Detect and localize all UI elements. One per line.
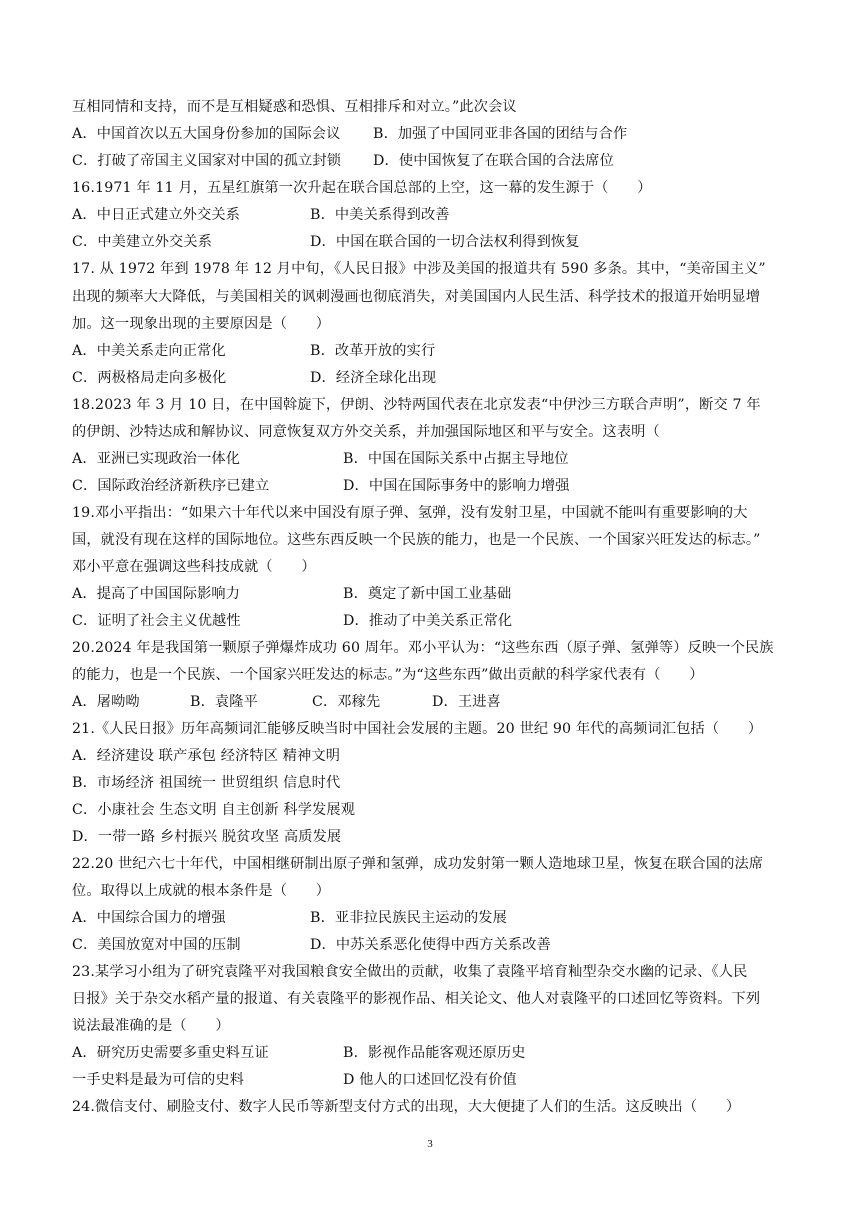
q20-option-d: D．王进喜 [432, 694, 501, 710]
q15-option-a: A．中国首次以五大国身份参加的国际会议 [72, 126, 341, 142]
q21-option-b: B．市场经济 祖国统一 世贸组织 信息时代 [72, 775, 341, 791]
page-number: 3 [427, 1138, 433, 1150]
q17-option-c: C．两极格局走向多极化 [72, 370, 227, 386]
q17-option-d: D．经济全球化出现 [310, 370, 437, 386]
q18-option-a: A．亚洲已实现政治一体化 [72, 451, 241, 467]
q16-option-b: B．中美关系得到改善 [310, 207, 450, 223]
q22-option-d: D．中苏关系恶化使得中西方关系改善 [310, 937, 551, 953]
q18-option-d: D．中国在国际事务中的影响力增强 [343, 478, 570, 494]
q21-option-a: A．经济建设 联产承包 经济特区 精神文明 [72, 748, 341, 764]
q19-option-d: D．推动了中美关系正常化 [343, 613, 513, 629]
q24-stem: 24.微信支付、刷脸支付、数字人民币等新型支付方式的出现，大大便捷了人们的生活。这反映出（ ） [72, 1099, 741, 1115]
q20-option-a: A．屠呦呦 [72, 694, 140, 710]
q17-option-b: B．改革开放的实行 [310, 343, 436, 359]
q15-option-c: C．打破了帝国主义国家对中国的孤立封锁 [72, 153, 342, 169]
q17-stem-1: 17. 从 1972 年到 1978 年 12 月中旬，《人民日报》中涉及美国的报道共有 590 多条。其中，“美帝国主义” [72, 261, 766, 277]
q18-stem-1: 18.2023 年 3 月 10 日，在中国斡旋下，伊朗、沙特两国代表在北京发表“中伊沙三方联合声明”，断交 7 年 [72, 397, 761, 413]
q21-option-c: C．小康社会 生态文明 自主创新 科学发展观 [72, 802, 356, 818]
q23-option-b: B．影视作品能客观还原历史 [343, 1045, 526, 1061]
q19-stem-2: 国，就没有现在这样的国际地位。这些东西反映一个民族的能力，也是一个民族、一个国家兴旺发达的标志。” [72, 532, 761, 548]
q16-option-c: C．中美建立外交关系 [72, 234, 213, 250]
q15-option-b: B．加强了中国同亚非各国的团结与合作 [373, 126, 628, 142]
q15-option-d: D．使中国恢复了在联合国的合法席位 [373, 153, 614, 169]
q17-stem-2: 出现的频率大大降低，与美国相关的讽刺漫画也彻底消失，对美国国内人民生活、科学技术的报道开始明显增 [72, 289, 761, 305]
q23-option-d: D 他人的口述回忆没有价值 [343, 1072, 517, 1088]
q16-stem: 16.1971 年 11 月，五星红旗第一次升起在联合国总部的上空，这一幕的发生源于（ ） [72, 180, 652, 196]
q23-stem-1: 23.某学习小组为了研究袁隆平对我国粮食安全做出的贡献，收集了袁隆平培育籼型杂交水幽的记录、《人民 [72, 964, 748, 980]
q20-option-b: B．袁隆平 [190, 694, 258, 710]
q23-option-c: 一手史料是最为可信的史料 [72, 1072, 245, 1088]
q17-stem-3: 加。这一现象出现的主要原因是（ ） [72, 316, 331, 332]
q18-option-c: C．国际政治经济新秩序已建立 [72, 478, 270, 494]
q15-stem-tail: 互相同情和支持，而不是互相疑惑和恐惧、互相排斥和对立。”此次会议 [72, 99, 517, 115]
q21-stem: 21.《人民日报》历年高频词汇能够反映当时中国社会发展的主题。20 世纪 90 年代的高频词汇包括（ ） [72, 721, 763, 737]
q18-option-b: B．中国在国际关系中占据主导地位 [343, 451, 569, 467]
q19-option-c: C．证明了社会主义优越性 [72, 613, 241, 629]
q21-option-d: D．一带一路 乡村振兴 脱贫攻坚 高质发展 [72, 829, 342, 845]
q22-option-b: B．亚非拉民族民主运动的发展 [310, 910, 507, 926]
q22-stem-1: 22.20 世纪六七十年代，中国相继研制出原子弹和氢弹，成功发射第一颗人造地球卫星，恢复在联合国的法席 [72, 856, 764, 872]
q17-option-a: A．中美关系走向正常化 [72, 343, 226, 359]
q18-stem-2: 的伊朗、沙特达成和解协议、同意恢复双方外交关系，并加强国际地区和平与安全。这表明（ [72, 424, 660, 440]
q22-stem-2: 位。取得以上成就的根本条件是（ ） [72, 883, 331, 899]
q22-option-c: C．美国放宽对中国的压制 [72, 937, 241, 953]
q20-stem-1: 20.2024 年是我国第一颗原子弹爆炸成功 60 周年。邓小平认为：“这些东西（原子弹、氢弹等）反映一个民族 [72, 640, 774, 656]
q23-stem-3: 说法最准确的是（ ） [72, 1018, 230, 1034]
q19-stem-1: 19.邓小平指出：“如果六十年代以来中国没有原子弹、氢弹，没有发射卫星，中国就不能叫有重要影响的大 [72, 505, 748, 521]
q23-option-a: A．研究历史需要多重史料互证 [72, 1045, 269, 1061]
q16-option-d: D．中国在联合国的一切合法权利得到恢复 [310, 234, 580, 250]
q23-stem-2: 日报》关于杂交水稻产量的报道、有关袁隆平的影视作品、相关论文、他人对袁隆平的口述回忆等资料。下列 [72, 991, 761, 1007]
q19-option-a: A．提高了中国国际影响力 [72, 586, 241, 602]
q20-option-c: C．邓稼先 [312, 694, 381, 710]
q20-stem-2: 的能力，也是一个民族、一个国家兴旺发达的标志。”为“这些东西”做出贡献的科学家代表有（ ） [72, 667, 704, 683]
q22-option-a: A．中国综合国力的增强 [72, 910, 226, 926]
q19-option-b: B．奠定了新中国工业基础 [343, 586, 512, 602]
q19-stem-3: 邓小平意在强调这些科技成就（ ） [72, 559, 316, 575]
q16-option-a: A．中日正式建立外交关系 [72, 207, 241, 223]
